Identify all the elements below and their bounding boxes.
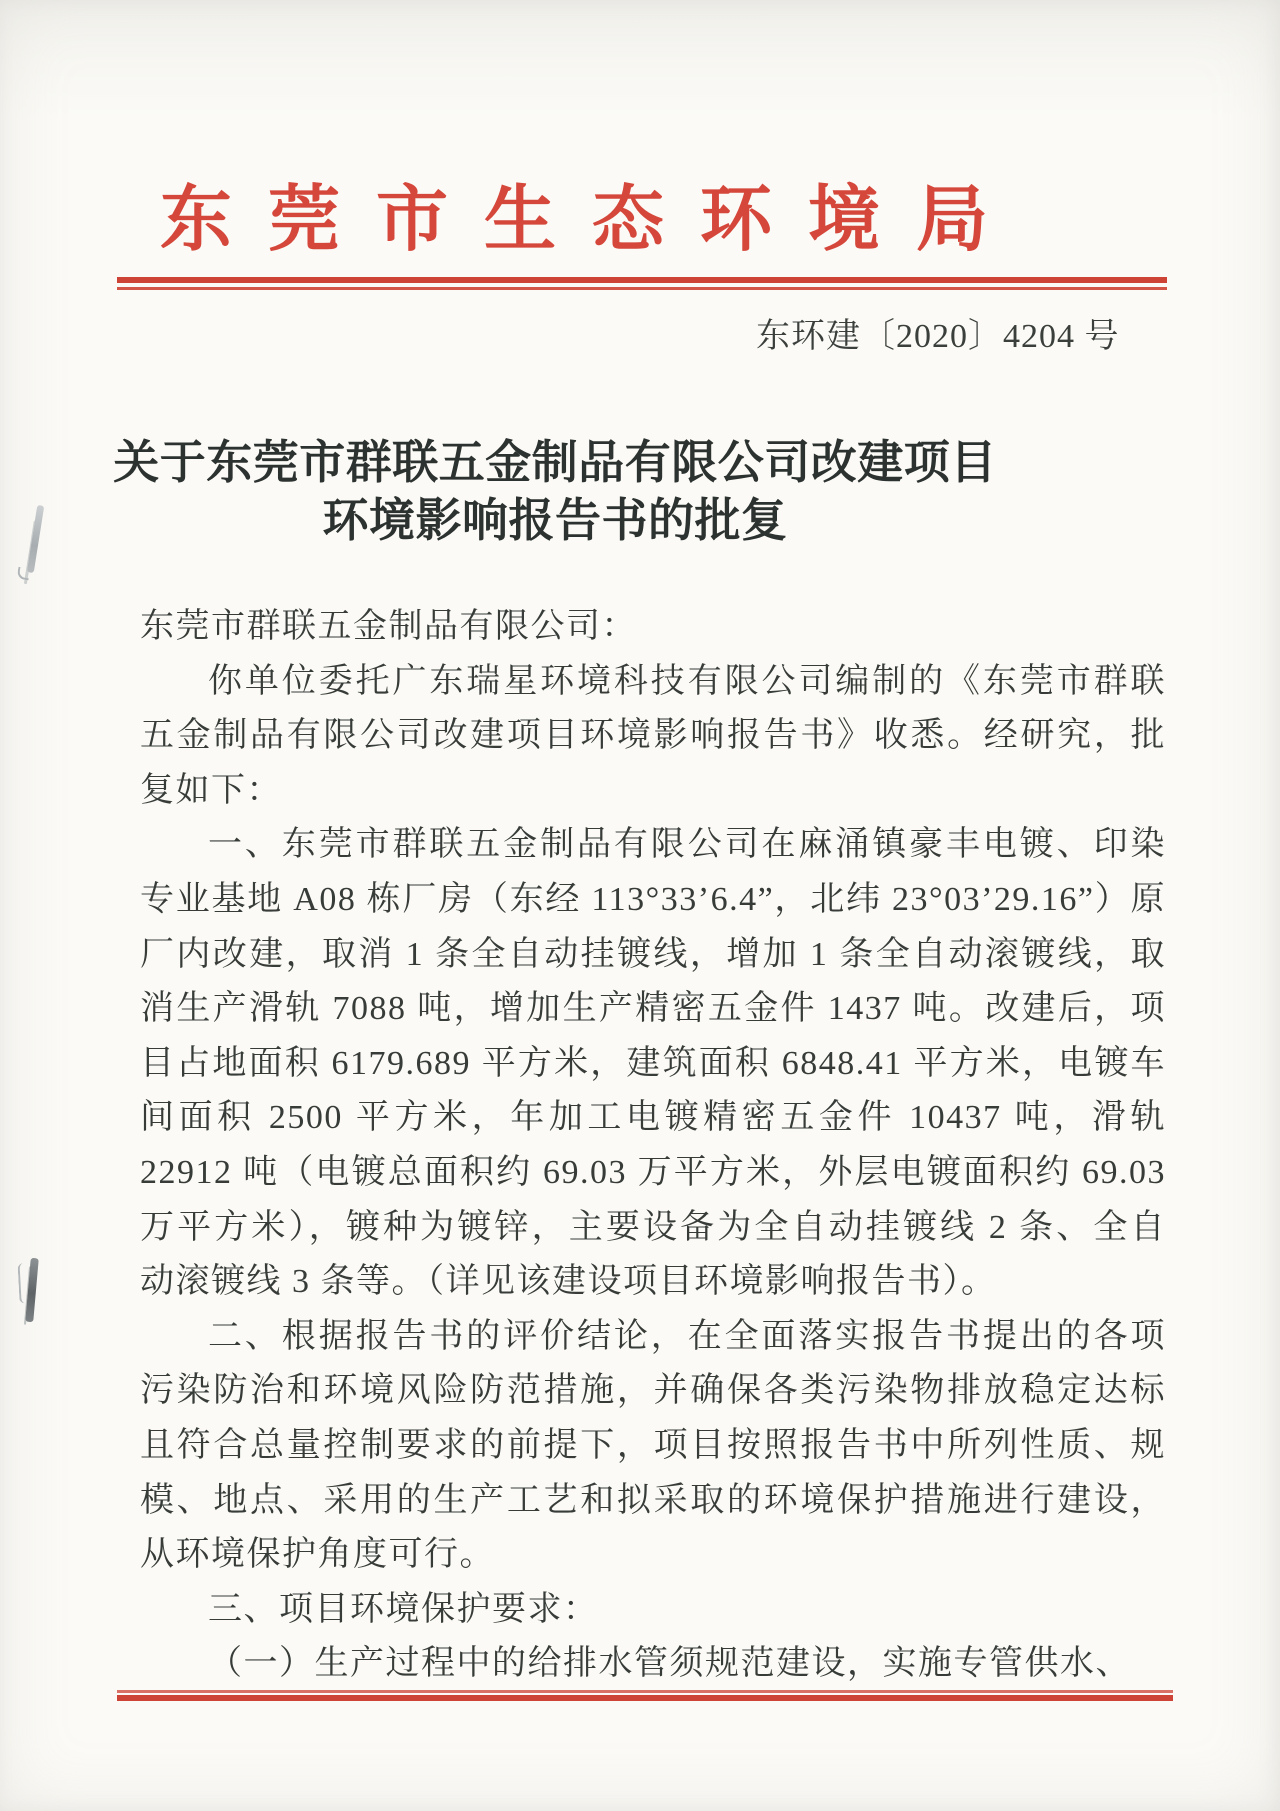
body-text-line: 从环境保护角度可行。: [140, 1536, 495, 1574]
body-text-line: 污染防治和环境风险防范措施，并确保各类污染物排放稳定达标: [140, 1372, 1166, 1410]
body-text-line: 厂内改建，取消 1 条全自动挂镀线，增加 1 条全自动滚镀线，取: [140, 935, 1166, 973]
footer-rule-thick-line: [117, 1695, 1173, 1701]
document-body: [140, 600, 1166, 1692]
footer-divider-rule: [117, 1690, 1173, 1701]
agency-name-header: 东莞市生态环境局: [159, 180, 1024, 260]
header-divider-rule: [117, 277, 1167, 290]
binding-mark-bottom: [25, 1258, 39, 1322]
document-title: [110, 434, 1000, 550]
body-text-line: 东莞市群联五金制品有限公司：: [140, 608, 637, 645]
body-text-line: 一、东莞市群联五金制品有限公司在麻涌镇豪丰电镀、印染: [208, 826, 1166, 864]
body-text-line: 目占地面积 6179.689 平方米，建筑面积 6848.41 平方米，电镀车: [140, 1044, 1166, 1082]
body-text-line: 间面积 2500 平方米，年加工电镀精密五金件 10437 吨，滑轨: [140, 1099, 1166, 1137]
document-title-line1: 关于东莞市群联五金制品有限公司改建项目: [113, 437, 997, 488]
body-text-line: 专业基地 A08 栋厂房（东经 113°33’6.4”，北纬 23°03’29.16”）原: [140, 880, 1166, 918]
body-text-line: 万平方米），镀种为镀锌，主要设备为全自动挂镀线 2 条、全自: [140, 1208, 1166, 1246]
binding-mark-top: [27, 505, 45, 573]
body-text-line: 模、地点、采用的生产工艺和拟采取的环境保护措施进行建设，: [140, 1481, 1166, 1519]
document-number: 东环建〔2020〕4204 号: [756, 318, 1120, 355]
body-text-line: 三、项目环境保护要求：: [208, 1590, 599, 1628]
header-rule-thick-line: [117, 277, 1167, 283]
body-text-line: 动滚镀线 3 条等。（详见该建设项目环境影响报告书）。: [140, 1263, 997, 1301]
body-text-line: 复如下：: [140, 771, 282, 809]
body-text-line: 且符合总量控制要求的前提下，项目按照报告书中所列性质、规: [140, 1426, 1166, 1464]
footer-rule-thin-line: [117, 1690, 1173, 1693]
body-text-line: 你单位委托广东瑞星环境科技有限公司编制的《东莞市群联: [208, 662, 1166, 700]
body-text-line: 22912 吨（电镀总面积约 69.03 万平方米，外层电镀面积约 69.03: [140, 1153, 1166, 1191]
body-text-line: 二、根据报告书的评价结论，在全面落实报告书提出的各项: [208, 1317, 1166, 1355]
document-title-line2: 环境影响报告书的批复: [322, 495, 788, 546]
header-rule-thin-line: [117, 287, 1167, 290]
body-text-line: 消生产滑轨 7088 吨，增加生产精密五金件 1437 吨。改建后，项: [140, 990, 1166, 1028]
body-text-line: 五金制品有限公司改建项目环境影响报告书》收悉。经研究，批: [140, 717, 1166, 755]
body-text-line: （一）生产过程中的给排水管须规范建设，实施专管供水、: [208, 1645, 1131, 1683]
